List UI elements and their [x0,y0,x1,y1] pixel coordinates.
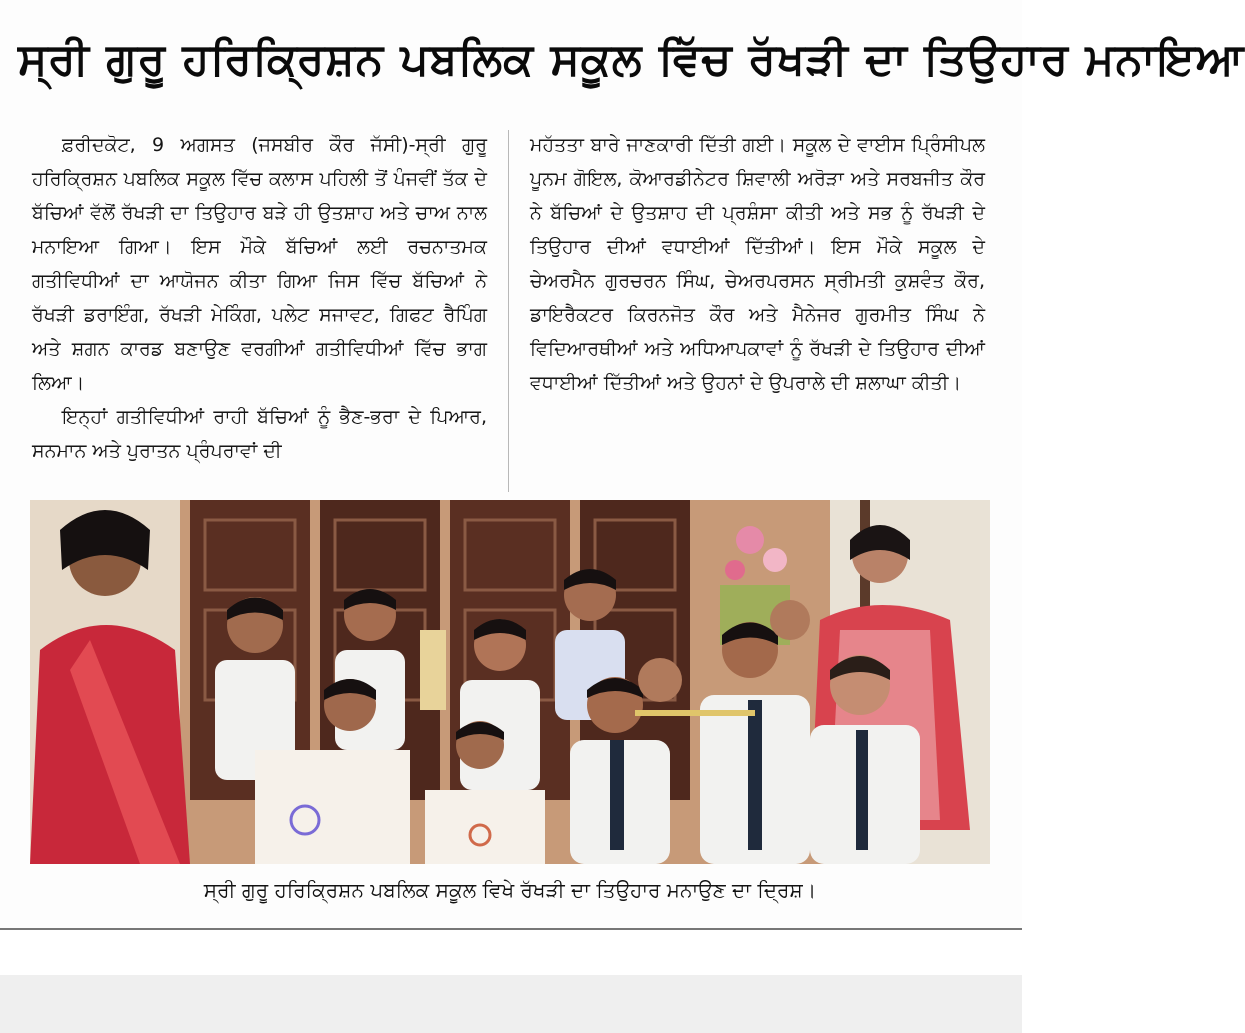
article-column-left [32,128,487,468]
headline: ਸ੍ਰੀ ਗੁਰੂ ਹਰਿਕ੍ਰਿਸ਼ਨ ਪਬਲਿਕ ਸਕੂਲ ਵਿੱਚ ਰੱਖੜੀ ਦਾ ਤਿਉਹਾਰ ਮਨਾਇਆ [18,34,1245,85]
photo-caption: ਸ੍ਰੀ ਗੁਰੂ ਹਰਿਕ੍ਰਿਸ਼ਨ ਪਬਲਿਕ ਸਕੂਲ ਵਿਖੇ ਰੱਖੜੀ ਦਾ ਤਿਉਹਾਰ ਮਨਾਉਣ ਦਾ ਦ੍ਰਿਸ਼। [203,878,817,902]
column-divider [508,130,509,492]
news-photo [30,500,990,864]
article-paragraph: ਫ਼ਰੀਦਕੋਟ, 9 ਅਗਸਤ (ਜਸਬੀਰ ਕੌਰ ਜੱਸੀ)-ਸ੍ਰੀ ਗੁਰੂ ਹਰਿਕ੍ਰਿਸ਼ਨ ਪਬਲਿਕ ਸਕੂਲ ਵਿੱਚ ਕਲਾਸ ਪਹਿਲੀ ਤੋਂ ਪੰਜਵੀਂ ਤੱਕ ਦੇ ਬੱਚਿਆਂ ਵੱਲੋਂ ਰੱਖੜੀ ਦਾ ਤਿਉਹਾਰ ਬੜੇ ਹੀ ਉਤਸ਼ਾਹ ਅਤੇ ਚਾਅ ਨਾਲ ਮਨਾਇਆ ਗਿਆ। ਇਸ ਮੌਕੇ ਬੱਚਿਆਂ ਲਈ ਰਚਨਾਤਮਕ ਗਤੀਵਿਧੀਆਂ ਦਾ ਆਯੋਜਨ ਕੀਤਾ ਗਿਆ ਜਿਸ ਵਿੱਚ ਬੱਚਿਆਂ ਨੇ ਰੱਖੜੀ ਡਰਾਇੰਗ, ਰੱਖੜੀ ਮੇਕਿੰਗ, ਪਲੇਟ ਸਜਾਵਟ, ਗਿਫਟ ਰੈਪਿੰਗ ਅਤੇ ਸ਼ਗਨ ਕਾਰਡ ਬਣਾਉਣ ਵਰਗੀਆਂ ਗਤੀਵਿਧੀਆਂ ਵਿੱਚ ਭਾਗ ਲਿਆ। [32,134,487,394]
article-paragraph: ਇਨ੍ਹਾਂ ਗਤੀਵਿਧੀਆਂ ਰਾਹੀ ਬੱਚਿਆਂ ਨੂੰ ਭੈਣ-ਭਰਾ ਦੇ ਪਿਆਰ, ਸਨਮਾਨ ਅਤੇ ਪੁਰਾਤਨ ਪ੍ਰੰਪਰਾਵਾਂ ਦੀ [32,406,487,462]
footer-band [0,975,1022,1033]
page-divider [0,928,1022,930]
article-column-right [530,128,985,400]
news-photo-illustration [30,500,990,864]
article-paragraph: ਮਹੱਤਤਾ ਬਾਰੇ ਜਾਣਕਾਰੀ ਦਿੱਤੀ ਗਈ। ਸਕੂਲ ਦੇ ਵਾਈਸ ਪ੍ਰਿੰਸੀਪਲ ਪੂਨਮ ਗੋਇਲ, ਕੋਆਰਡੀਨੇਟਰ ਸ਼ਿਵਾਲੀ ਅਰੋੜਾ ਅਤੇ ਸਰਬਜੀਤ ਕੌਰ ਨੇ ਬੱਚਿਆਂ ਦੇ ਉਤਸ਼ਾਹ ਦੀ ਪ੍ਰਸ਼ੰਸਾ ਕੀਤੀ ਅਤੇ ਸਭ ਨੂੰ ਰੱਖੜੀ ਦੇ ਤਿਉਹਾਰ ਦੀਆਂ ਵਧਾਈਆਂ ਦਿੱਤੀਆਂ। ਇਸ ਮੌਕੇ ਸਕੂਲ ਦੇ ਚੇਅਰਮੈਨ ਗੁਰਚਰਨ ਸਿੰਘ, ਚੇਅਰਪਰਸਨ ਸ੍ਰੀਮਤੀ ਕੁਸ਼ਵੰਤ ਕੌਰ, ਡਾਇਰੈਕਟਰ ਕਿਰਨਜੋਤ ਕੌਰ ਅਤੇ ਮੈਨੇਜਰ ਗੁਰਮੀਤ ਸਿੰਘ ਨੇ ਵਿਦਿਆਰਥੀਆਂ ਅਤੇ ਅਧਿਆਪਕਾਵਾਂ ਨੂੰ ਰੱਖੜੀ ਦੇ ਤਿਉਹਾਰ ਦੀਆਂ ਵਧਾਈਆਂ ਦਿੱਤੀਆਂ ਅਤੇ ਉਹਨਾਂ ਦੇ ਉਪਰਾਲੇ ਦੀ ਸ਼ਲਾਘਾ ਕੀਤੀ। [530,134,985,394]
